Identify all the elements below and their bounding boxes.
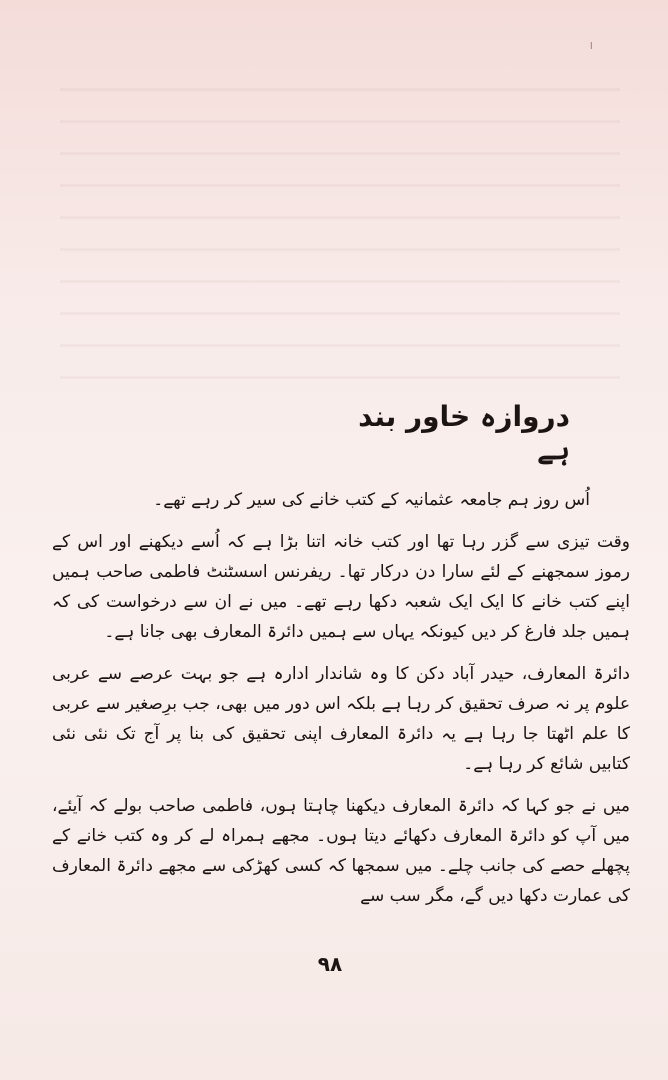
paragraph: وقت تیزی سے گزر رہا تھا اور کتب خانہ اتنا بڑا ہے کہ اُسے دیکھنے اور اس کے رموز سمجھنے کے لئے سارا دن درکار تھا۔ ریفرنس اسسٹنٹ فاطمی صاحب ہمیں اپنے کتب خانے کا ایک ایک شعبہ دکھا رہے تھے۔ میں نے ان سے درخواست کی کہ ہمیں جلد فارغ کر دیں کیونکہ یہاں سے ہمیں دائرۃ المعارف بھی جانا ہے۔	[52, 532, 630, 642]
chapter-title: دروازہ خاور بند ہے	[358, 400, 570, 466]
paragraph: اُس روز ہم جامعہ عثمانیہ کے کتب خانے کی سیر کر رہے تھے۔	[153, 490, 590, 510]
body-text	[52, 485, 630, 923]
margin-mark: ا	[590, 42, 593, 52]
page-number: ۹۸	[317, 952, 343, 976]
paragraph: میں نے جو کہا کہ دائرۃ المعارف دیکھنا چاہتا ہوں، فاطمی صاحب بولے کہ آیئے، میں آپ کو دائرۃ المعارف دکھائے دیتا ہوں۔ مجھے ہمراہ لے کر وہ کتب خانے کے پچھلے حصے کی جانب چلے۔ میں سمجھا کہ کسی کھڑکی سے مجھے دائرۃ المعارف کی عمارت دکھا دیں گے، مگر سب سے	[52, 796, 630, 906]
show-through-text	[60, 60, 620, 390]
paragraph: دائرۃ المعارف، حیدر آباد دکن کا وہ شاندار ادارہ ہے جو بہت عرصے سے عربی علوم پر نہ صرف تحقیق کر رہا ہے بلکہ اس دور میں بھی، جب برِصغیر سے عربی کا علم اٹھتا جا رہا ہے یہ دائرۃ المعارف اپنی تحقیق کی بنا پر آج تک نئی نئی کتابیں شائع کر رہا ہے۔	[52, 664, 630, 774]
